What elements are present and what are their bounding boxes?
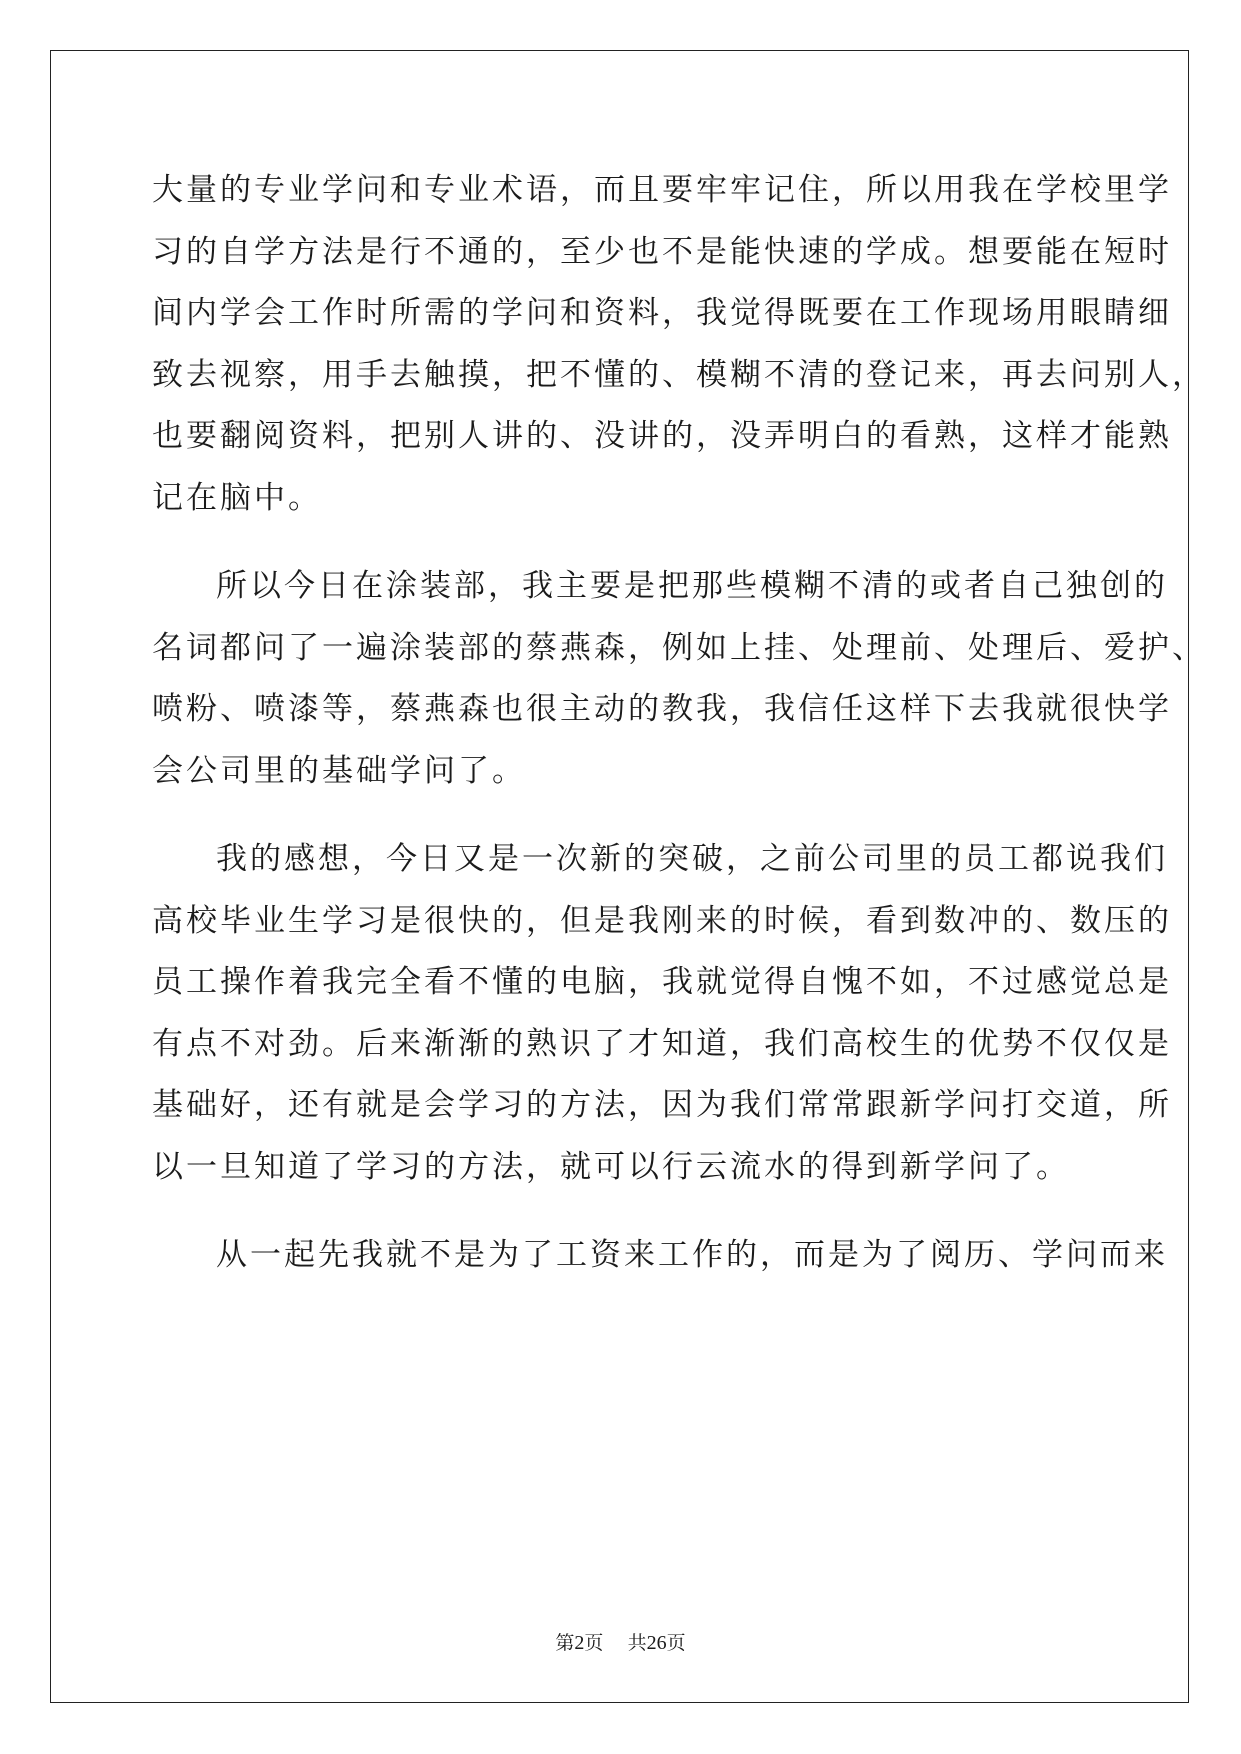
text-line: 员工操作着我完全看不懂的电脑，我就觉得自愧不如，不过感觉总是 bbox=[152, 964, 1172, 1000]
footer-total-suffix: 页 bbox=[666, 1632, 686, 1654]
text-line: 喷粉、喷漆等，蔡燕森也很主动的教我，我信任这样下去我就很快学 bbox=[152, 691, 1172, 727]
text-line: 我的感想，今日又是一次新的突破，之前公司里的员工都说我们 bbox=[216, 841, 1168, 877]
text-line: 有点不对劲。后来渐渐的熟识了才知道，我们高校生的优势不仅仅是 bbox=[152, 1025, 1172, 1062]
text-line: 致去视察，用手去触摸，把不懂的、模糊不清的登记来，再去问别人， bbox=[152, 356, 1206, 393]
text-line: 习的自学方法是行不通的，至少也不是能快速的学成。想要能在短时 bbox=[152, 233, 1172, 270]
text-line: 所以今日在涂装部，我主要是把那些模糊不清的或者自己独创的 bbox=[216, 568, 1168, 604]
footer-prefix: 第 bbox=[555, 1632, 575, 1654]
text-line: 记在脑中。 bbox=[152, 479, 322, 516]
text-line: 从一起先我就不是为了工资来工作的，而是为了阅历、学问而来 bbox=[216, 1237, 1168, 1273]
text-line: 也要翻阅资料，把别人讲的、没讲的，没弄明白的看熟，这样才能熟 bbox=[152, 418, 1172, 454]
text-line: 名词都问了一遍涂装部的蔡燕森，例如上挂、处理前、处理后、爱护、 bbox=[152, 629, 1206, 666]
paragraph bbox=[152, 829, 1172, 1198]
total-pages: 26 bbox=[646, 1632, 667, 1654]
page-number: 2 bbox=[574, 1632, 585, 1654]
text-line: 以一旦知道了学习的方法，就可以行云流水的得到新学问了。 bbox=[152, 1148, 1070, 1185]
paragraph bbox=[152, 1225, 1168, 1287]
footer-total-prefix: 共 bbox=[627, 1632, 647, 1654]
paragraph bbox=[152, 556, 1206, 802]
text-line: 基础好，还有就是会学习的方法，因为我们常常跟新学问打交道，所 bbox=[152, 1087, 1172, 1123]
text-line: 高校毕业生学习是很快的，但是我刚来的时候，看到数冲的、数压的 bbox=[152, 902, 1172, 939]
text-line: 大量的专业学问和专业术语，而且要牢牢记住，所以用我在学校里学 bbox=[152, 172, 1172, 208]
footer-page-suffix: 页 bbox=[584, 1632, 604, 1654]
document-body bbox=[152, 160, 1206, 1287]
page-footer bbox=[0, 1628, 1241, 1655]
text-line: 间内学会工作时所需的学问和资料，我觉得既要在工作现场用眼睛细 bbox=[152, 295, 1172, 331]
paragraph bbox=[152, 160, 1206, 529]
text-line: 会公司里的基础学问了。 bbox=[152, 752, 526, 789]
